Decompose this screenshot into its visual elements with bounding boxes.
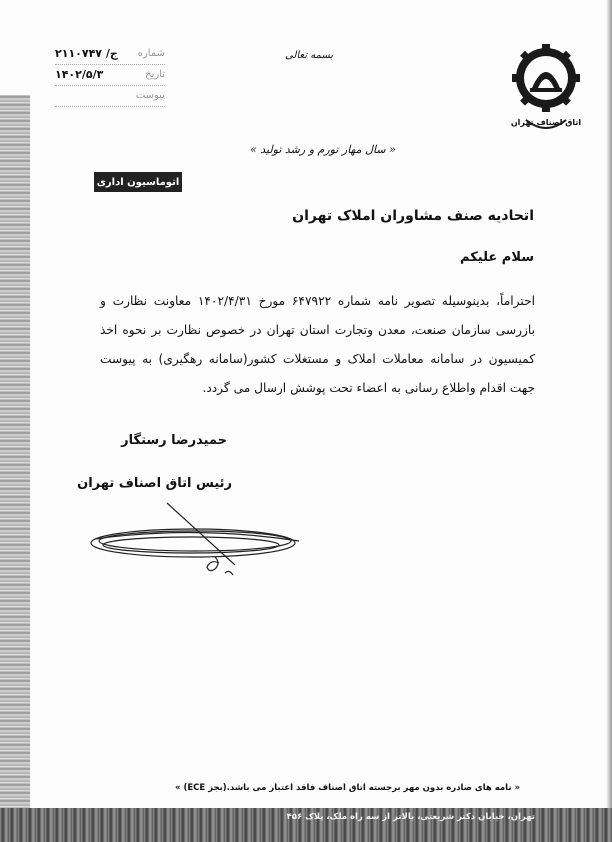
meta-date-value: ۱۴۰۲/۵/۳ [55,68,104,81]
handwritten-signature-icon [75,495,335,595]
signer-name: حمیدرضا رستگار [121,433,227,448]
letter-meta [55,44,165,107]
recipient: اتحادیه صنف مشاوران املاک تهران [292,208,534,224]
meta-attachment-label: پیوست [135,90,165,101]
scan-edge-right [606,0,612,842]
year-slogan: « سال مهار تورم و رشد تولید » [250,143,396,156]
letter-body: احتراماً، بدینوسیله تصویر نامه شماره ۶۴۷۹۲۲ مورخ ۱۴۰۲/۴/۳۱ معاونت نظارت و بازرسی سازمان صنعت، معدن وتجارت استان تهران در خصوص نظارت بر نحوه اخذ کمیسیون در سامانه معاملات املاک و مستغلات کشور(سامانه رهگیری) به پیوست جهت اقدام واطلاع رسانی به اعضاء تحت پوشش ارسال می گردد. [100,294,535,395]
greeting: سلام علیکم [460,250,534,265]
signer-title: رئیس اتاق اصناف تهران [77,476,232,491]
meta-attachment [55,86,165,107]
automation-stamp: اتوماسیون اداری [94,172,182,192]
footer-validity-note: « نامه های صادره بدون مهر برجسته اتاق اصناف فاقد اعتبار می باشد.(بجز ECE) » [175,783,520,793]
guild-logo-label: اتاق اصناف تهران [510,118,582,127]
meta-date-label: تاریخ [145,69,165,80]
scan-noise-left [0,95,30,842]
meta-number-label: شماره [137,48,165,59]
meta-number-value: ۲۱ج/ ۱۰۷۴۷ [55,47,118,60]
basmala: بسمه تعالی [285,50,334,61]
meta-number [55,44,165,65]
meta-date [55,65,165,86]
footer-address: تهران، خیابان دکتر شریعتی، بالاتر از سه راه ملک، پلاک ۴۵۶ [286,812,535,822]
